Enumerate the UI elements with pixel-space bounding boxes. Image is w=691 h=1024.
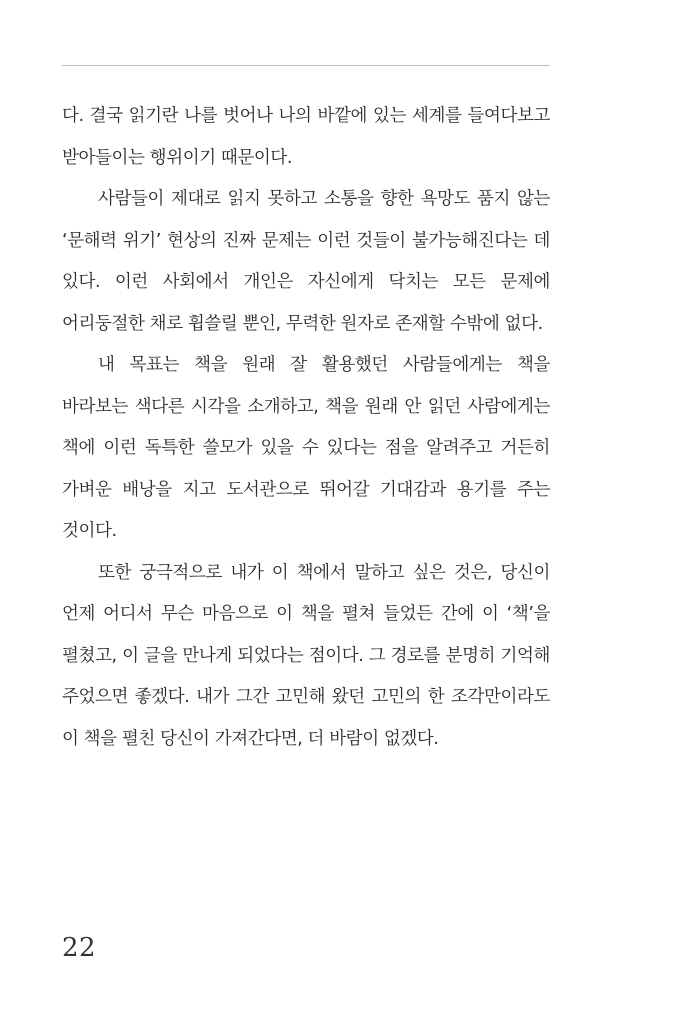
paragraph-1: 다. 결국 읽기란 나를 벗어나 나의 바깥에 있는 세계를 들여다보고 받아들이는 행위이기 때문이다. <box>62 106 550 168</box>
paragraph-3: 내 목표는 책을 원래 잘 활용했던 사람들에게는 책을 바라보는 색다른 시각을 소개하고, 책을 원래 안 읽던 사람에게는 책에 이런 독특한 쓸모가 있을 수 있다는 점을 알려주고 거든히 가벼운 배낭을 지고 도서관으로 뛰어갈 기대감과 용기를 주는 것이다. <box>62 355 550 541</box>
header-rule <box>62 65 550 66</box>
body-text <box>62 96 550 760</box>
page-number: 22 <box>62 933 97 963</box>
paragraph-2: 사람들이 제대로 읽지 못하고 소통을 향한 욕망도 품지 않는 ‘문해력 위기’ 현상의 진짜 문제는 이런 것들이 불가능해진다는 데 있다. 이런 사회에서 개인은 자신에게 닥치는 모든 문제에 어리둥절한 채로 휩쓸릴 뿐인, 무력한 원자로 존재할 수밖에 없다. <box>62 189 550 334</box>
paragraph-4: 또한 궁극적으로 내가 이 책에서 말하고 싶은 것은, 당신이 언제 어디서 무슨 마음으로 이 책을 펼쳐 들었든 간에 이 ‘책’을 펼쳤고, 이 글을 만나게 되었다는 점이다. 그 경로를 분명히 기억해 주었으면 좋겠다. 내가 그간 고민해 왔던 고민의 한 조각만이라도 이 책을 펼친 당신이 가져간다면, 더 바람이 없겠다. <box>62 562 550 749</box>
